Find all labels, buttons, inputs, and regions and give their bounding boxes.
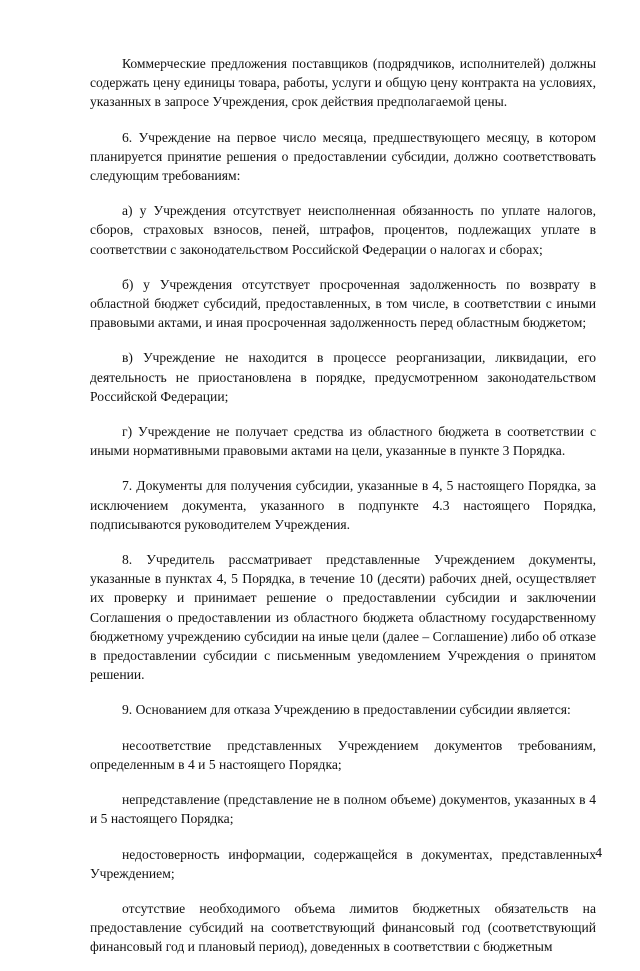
- paragraph-item-7: 7. Документы для получения субсидии, указанные в 4, 5 настоящего Порядка, за исключением документа, указанного в подпункте 4.3 настоящего Порядка, подписываются руководителем Учреждения.: [90, 478, 596, 532]
- page-number: 4: [595, 845, 602, 860]
- document-body: [90, 54, 596, 971]
- paragraph-subitem-b: б) у Учреждения отсутствует просроченная задолженность по возврату в областной бюджет субсидий, предоставленных, в том числе, в соответствии с иными правовыми актами, и иная просроченная задолженность перед областным бюджетом;: [90, 276, 596, 331]
- paragraph-item-8: 8. Учредитель рассматривает представленные Учреждением документы, указанные в пунктах 4, 5 Порядка, в течение 10 (десяти) рабочих дней, осуществляет их проверку и принимает решение о предоставлении субсидии и заключении Соглашения о предоставлении из областного бюджета областному государственному бюджетному учреждению субсидии на иные цели (далее – Соглашение) либо об отказе в предоставлении субсидии с письменным уведомлением Учреждения о принятом решении.: [90, 552, 596, 683]
- paragraph-refusal-reason-4: отсутствие необходимого объема лимитов бюджетных обязательств на предоставление субсидий на соответствующий финансовый год (соответствующий финансовый год и плановый период), доведенных в соответствии с бюджетным: [90, 900, 596, 955]
- paragraph-commercial-offers: Коммерческие предложения поставщиков (подрядчиков, исполнителей) должны содержать цену единицы товара, работы, услуги и общую цену контракта на условиях, указанных в запросе Учреждения, срок действия предполагаемой цены.: [90, 56, 596, 110]
- paragraph-subitem-a: а) у Учреждения отсутствует неисполненная обязанность по уплате налогов, сборов, страховых взносов, пеней, штрафов, процентов, подлежащих уплате в соответствии с законодательством Российской Федерации о налогах и сборах;: [90, 203, 596, 257]
- paragraph-subitem-v: в) Учреждение не находится в процессе реорганизации, ликвидации, его деятельность не приостановлена в порядке, предусмотренном законодательством Российской Федерации;: [90, 350, 596, 404]
- paragraph-refusal-reason-3: недостоверность информации, содержащейся в документах, представленных Учреждением;: [90, 846, 596, 881]
- paragraph-item-9: 9. Основанием для отказа Учреждению в предоставлении субсидии является:: [122, 702, 571, 718]
- paragraph-item-6: 6. Учреждение на первое число месяца, предшествующего месяцу, в котором планируется принятие решения о предоставлении субсидии, должно соответствовать следующим требованиям:: [90, 129, 596, 184]
- paragraph-subitem-g: г) Учреждение не получает средства из областного бюджета в соответствии с иными нормативными правовыми актами на цели, указанные в пункте 3 Порядка.: [90, 424, 596, 459]
- paragraph-refusal-reason-2: непредставление (представление не в полном объеме) документов, указанных в 4 и 5 настоящего Порядка;: [90, 792, 596, 827]
- paragraph-refusal-reason-1: несоответствие представленных Учреждением документов требованиям, определенным в 4 и 5 настоящего Порядка;: [90, 737, 596, 772]
